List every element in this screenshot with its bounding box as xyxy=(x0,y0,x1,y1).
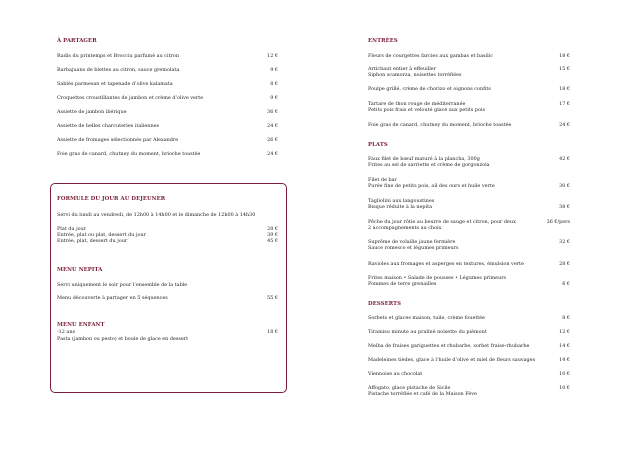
menu-item-price: 18 € xyxy=(267,329,278,335)
menu-item-price: 9 € xyxy=(270,95,278,101)
menu-item-price: 12 € xyxy=(559,329,570,335)
menu-item-price: 12 € xyxy=(267,53,278,59)
menu-item: Frites maison • Salade de pousses • Légumes primeurs Pommes de terre grenailles xyxy=(368,275,507,287)
menu-item: Pêche du jour rôtie au beurre de sauge et citron, pour deux 2 accompagnements au choix xyxy=(368,219,516,231)
menu-item-price: 45 € xyxy=(267,238,278,244)
menu-item: Affogato, glace pistache de Sicile Pistache torréfiée et café de la Maison Fève xyxy=(368,385,477,397)
menu-item: Assiette de belles charcuteries italiennes xyxy=(57,123,160,129)
menu-item-price: 24 € xyxy=(267,123,278,129)
menu-item: Tiramisu minute au praliné noisette du piémont xyxy=(368,329,487,335)
menu-item-price: 42 € xyxy=(559,156,570,162)
menu-item-price: 8 € xyxy=(562,315,570,321)
section-title-enfant: MENU ENFANT xyxy=(57,322,105,328)
menu-item-price: 24 € xyxy=(267,151,278,157)
menu-item: Artichaut entier à effeuiller Siphon scamorza, noisettes torréfiées xyxy=(368,66,462,78)
menu-item: Radis du printemps et Brocciu parfumé au citron xyxy=(57,53,179,59)
section-title-entrees: ENTRÉES xyxy=(368,38,398,44)
menu-item: Assiette de fromages sélectionnés par Alexandre xyxy=(57,137,179,143)
menu-item: Barbajuans de blettes au citron, sauce gremolata xyxy=(57,67,180,73)
menu-item-price: 14 € xyxy=(559,343,570,349)
section-title-formule: FORMULE DU JOUR AU DEJEUNER xyxy=(57,196,166,202)
menu-item-price: 17 € xyxy=(559,101,570,107)
menu-item: Entrée, plat ou plat, dessert du jour xyxy=(57,232,146,238)
menu-item-price: 39 € xyxy=(267,232,278,238)
menu-item: Entrée, plat, dessert du jour xyxy=(57,238,128,244)
menu-item: Assiette de jambon ibérique xyxy=(57,109,127,115)
nepita-subtitle: Servi uniquement le soir pour l’ensemble de la table xyxy=(57,282,188,288)
menu-item-price: 8 € xyxy=(270,81,278,87)
menu-item: Sablés parmesan et tapenade d’olive kalamata xyxy=(57,81,173,87)
menu-item: Viennoise au chocolat xyxy=(368,371,423,377)
section-title-partager: À PARTAGER xyxy=(57,38,97,44)
menu-item: Foie gras de canard, chutney du moment, brioche toastée xyxy=(57,151,201,157)
menu-item-price: 9 € xyxy=(270,67,278,73)
menu-item-price: 10 € xyxy=(559,385,570,391)
menu-item: Fleurs de courgettes farcies aux gambas et basilic xyxy=(368,53,493,59)
menu-item-price: 28 € xyxy=(267,226,278,232)
menu-item-price: 30 € xyxy=(559,183,570,189)
enfant-age: -12 ans xyxy=(57,329,76,335)
menu-item-price: 26 € xyxy=(267,137,278,143)
menu-item: Sorbets et glaces maison, tuile, crème fouettée xyxy=(368,315,486,321)
menu-item-price: 36 €/pers xyxy=(546,219,570,225)
menu-item-price: 32 € xyxy=(559,239,570,245)
section-title-plats: PLATS xyxy=(368,142,388,148)
menu-item: Tartare de thon rouge de méditerranée Petits pois frais et velouté glacé aux petits pois xyxy=(368,101,485,113)
menu-item: Foie gras de canard, chutney du moment, brioche toastée xyxy=(368,122,512,128)
menu-item: Madeleines tièdes, glace à l’huile d’olive et miel de fleurs sauvages xyxy=(368,357,536,363)
menu-item: Tagliolini aux langoustines Bisque réduite à la nepita xyxy=(368,198,435,210)
menu-item-price: 24 € xyxy=(559,122,570,128)
menu-item-price: 6 € xyxy=(562,281,570,287)
menu-item-price: 14 € xyxy=(559,357,570,363)
menu-item-price: 18 € xyxy=(559,53,570,59)
menu-item: Suprême de volaille jaune fermière Sauce romesco et légumes primeurs xyxy=(368,239,459,251)
menu-item: Croquettes croustillantes de jambon et crème d’olive verte xyxy=(57,95,204,101)
menu-item-price: 36 € xyxy=(267,109,278,115)
menu-item: Ravioles aux fromages et asperges en textures, émulsion verte xyxy=(368,261,524,267)
menu-item: Poulpe grillé, crème de chorizo et oignons confits xyxy=(368,86,491,92)
menu-item-price: 38 € xyxy=(559,204,570,210)
menu-item-price: 15 € xyxy=(559,66,570,72)
menu-item: Filet de bar Purée fine de petits pois, ail des ours et huile verte xyxy=(368,177,495,189)
menu-item: Menu découverte à partager en 5 séquences xyxy=(57,295,168,301)
menu-item-price: 55 € xyxy=(267,295,278,301)
formule-subtitle: Servi du lundi au vendredi, de 12h00 à 14h00 et le dimanche de 12h00 à 14h30 xyxy=(57,212,256,218)
section-title-desserts: DESSERTS xyxy=(368,301,402,307)
menu-item-price: 10 € xyxy=(559,371,570,377)
section-title-nepita: MENU NEPITA xyxy=(57,267,103,273)
enfant-description: Pasta (jambon ou pesto) et boule de glace en dessert xyxy=(57,336,189,342)
menu-item: Plat du jour xyxy=(57,226,87,232)
menu-item-price: 18 € xyxy=(559,86,570,92)
menu-item-price: 28 € xyxy=(559,261,570,267)
menu-item: Faux filet de bœuf maturé à la plancha, 300g Frites au sel de sarriette et crème de gorgonzola xyxy=(368,156,490,168)
menu-item: Melba de fraises gariguettes et rhubarbe, sorbet fraise-rhubarbe xyxy=(368,343,530,349)
